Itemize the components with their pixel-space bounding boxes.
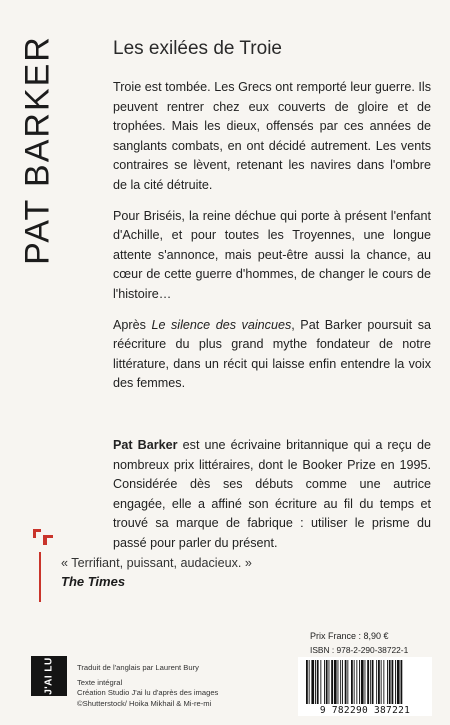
credit-design: Création Studio J'ai lu d'après des images: [77, 688, 219, 698]
author-name-vertical: [18, 35, 58, 265]
barcode-bar: [320, 660, 321, 704]
bio-author-name: Pat Barker: [113, 438, 178, 452]
barcode: [298, 657, 432, 711]
blurb-paragraph-2: Pour Briséis, la reine déchue qui porte à présent l'enfant d'Achille, et pour toutes les Troyennes, une longue attente s'annonce, mais peut-être aussi la chance, au cœur de cette guerre d'hommes, de changer le cours de l'histoire…: [113, 208, 431, 301]
barcode-bar: [370, 660, 371, 704]
blurb-paragraph-1: Troie est tombée. Les Grecs ont remporté leur guerre. Ils peuvent rentrer chez eux couverts de gloire et de trophées. Mais les dieux, offensés par ces années de sanglants combats, en ont décidé autrement. Les vents contraires se lèvent, retenant les navires dans l'ombre de la cité détruite.: [113, 80, 431, 192]
barcode-bar: [309, 660, 310, 704]
barcode-bar: [347, 660, 348, 704]
credit-integral: Texte intégral: [77, 678, 123, 688]
barcode-bar: [383, 660, 384, 704]
barcode-bar: [389, 660, 391, 704]
barcode-bar: [317, 660, 319, 704]
previous-book-title: Le silence des vaincues: [151, 317, 292, 332]
press-quote-source: The Times: [61, 574, 126, 589]
price-label: Prix France : 8,90 €: [310, 631, 389, 641]
barcode-bar: [367, 660, 369, 704]
barcode-bar: [326, 660, 328, 704]
publisher-logo: [31, 656, 67, 696]
barcode-bar: [354, 660, 355, 704]
book-title: Les exilées de Troie: [113, 38, 282, 59]
barcode-bar: [342, 660, 343, 704]
barcode-bar: [392, 660, 394, 704]
barcode-bar: [356, 660, 357, 704]
press-quote: « Terrifiant, puissant, audacieux. »: [61, 556, 252, 570]
barcode-bar: [365, 660, 366, 704]
barcode-bar: [395, 660, 396, 704]
credit-translator: Traduit de l'anglais par Laurent Bury: [77, 663, 199, 672]
barcode-bar: [331, 660, 333, 704]
isbn-label: ISBN : 978-2-290-38722-1: [310, 645, 409, 655]
barcode-bar: [340, 660, 341, 704]
blurb-p3-before: Après: [113, 317, 152, 332]
blurb-paragraph-3: [113, 316, 431, 394]
barcode-bar: [378, 660, 380, 704]
quote-accent-line: [39, 552, 41, 602]
barcode-bar: [397, 660, 400, 704]
barcode-bar: [376, 660, 377, 704]
barcode-bar: [401, 660, 403, 704]
blurb-p3-after: , Pat Barker poursuit sa réécriture du plus grand mythe fondateur de notre littérature, dans un récit qui laisse enfin entendre la voix des femmes.: [113, 317, 431, 391]
publisher-mark-icon: [32, 528, 54, 546]
barcode-bar: [311, 660, 314, 704]
barcode-bar: [372, 660, 374, 704]
barcode-bar: [324, 660, 325, 704]
barcode-bar: [345, 660, 347, 704]
barcode-bar: [381, 660, 382, 704]
author-bio-paragraph: [113, 436, 431, 554]
barcode-bar: [338, 660, 339, 704]
credit-images: ©Shutterstock/ Hoika Mikhail & Mi-re-mi: [77, 698, 212, 708]
barcode-bar: [351, 660, 353, 704]
barcode-bar: [361, 660, 364, 704]
barcode-digits: 9 782290 387221: [298, 705, 432, 716]
barcode-bar: [306, 660, 308, 704]
bio-text: est une écrivaine britannique qui a reçu de nombreux prix littéraires, dont le Booker Prize en 1995. Considérée dès ses débuts comme une autrice engagée, elle a affiné son écriture au fil du temps et trouvé sa marque de fabrique : utiliser le prisme du passé pour parler du présent.: [113, 438, 431, 550]
author-bio: [113, 436, 431, 554]
barcode-bar: [315, 660, 316, 704]
publisher-credits: [77, 663, 218, 709]
blurb: [113, 78, 431, 405]
author-name-vertical-text: PAT BARKER: [18, 35, 57, 265]
barcode-bar: [359, 660, 360, 704]
barcode-bar: [334, 660, 337, 704]
publisher-logo-text: J'AI LU: [43, 657, 55, 695]
barcode-bar: [387, 660, 388, 704]
barcode-bar: [329, 660, 330, 704]
